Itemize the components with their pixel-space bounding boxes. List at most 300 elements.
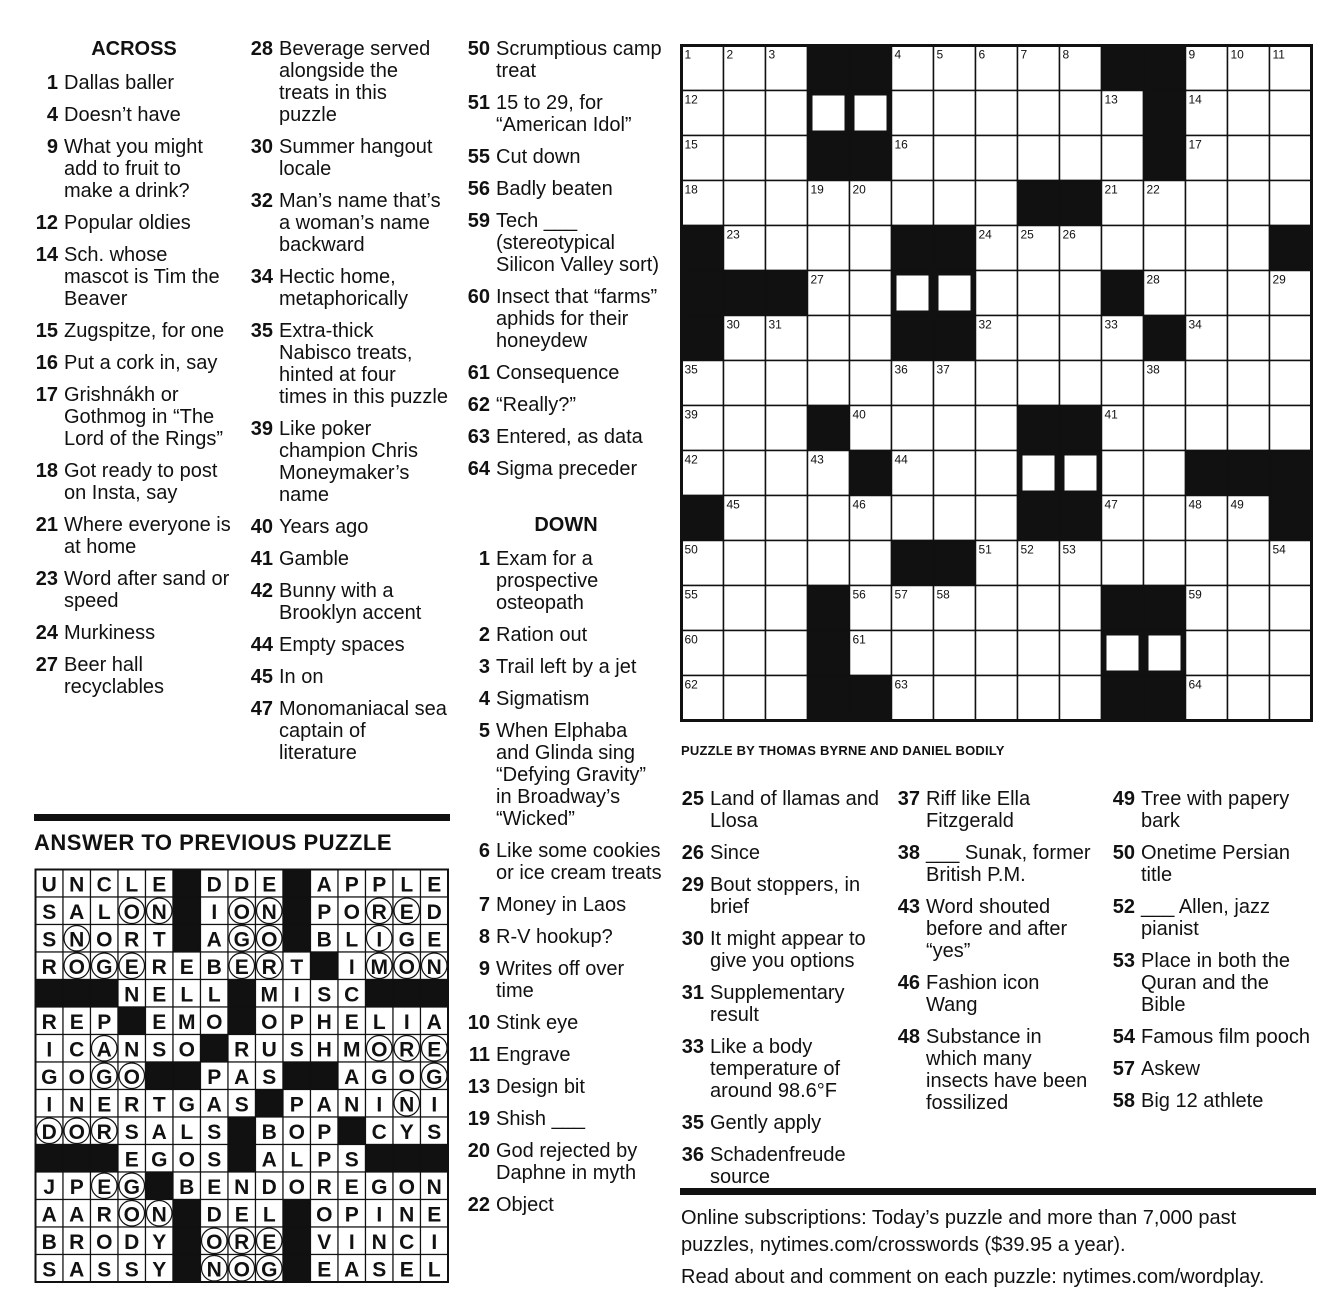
- grid-cell[interactable]: [766, 226, 808, 271]
- answer-letter: O: [178, 1148, 195, 1172]
- cell-number: 57: [894, 587, 908, 602]
- grid-cell[interactable]: [1018, 361, 1060, 406]
- answer-letter: Y: [152, 1258, 167, 1282]
- clue-number: 14: [35, 244, 58, 266]
- clue-item[interactable]: [896, 972, 1096, 1016]
- clue-number: 9: [46, 136, 58, 158]
- clue-number: 4: [478, 688, 490, 710]
- answer-letter: U: [41, 873, 57, 897]
- clue-item[interactable]: [34, 72, 234, 94]
- answer-letter: L: [207, 983, 221, 1007]
- down-header: DOWN: [534, 514, 598, 536]
- grid-cell[interactable]: [976, 271, 1018, 316]
- clue-text: Gamble: [279, 548, 350, 570]
- grid-cell[interactable]: [1228, 406, 1270, 451]
- black-square: [1018, 406, 1060, 451]
- cell-number: 23: [726, 227, 740, 242]
- clue-item[interactable]: [466, 894, 666, 916]
- clue-item[interactable]: [34, 136, 234, 202]
- answer-black-square: [256, 1090, 284, 1118]
- clue-text: Like poker champion Chris Moneymaker’s name: [279, 418, 418, 506]
- clue-item[interactable]: [466, 624, 666, 646]
- clue-item[interactable]: [249, 418, 449, 506]
- clue-item[interactable]: [466, 1194, 666, 1216]
- answer-letter: E: [234, 1203, 249, 1227]
- clue-item[interactable]: [466, 1076, 666, 1098]
- clue-item[interactable]: [466, 840, 666, 884]
- clue-item[interactable]: [34, 460, 234, 504]
- clue-item[interactable]: [466, 548, 666, 614]
- clue-number: 28: [250, 38, 273, 60]
- byline: PUZZLE BY THOMAS BYRNE AND DANIEL BODILY: [681, 743, 1005, 758]
- clue-item[interactable]: [466, 178, 666, 200]
- answer-black-square: [91, 980, 119, 1008]
- answer-letter: S: [317, 983, 332, 1007]
- cell-number: 44: [894, 452, 908, 467]
- clue-item[interactable]: [249, 266, 449, 310]
- clue-item[interactable]: [680, 842, 885, 864]
- grid-cell[interactable]: [1270, 316, 1312, 361]
- grid-cell[interactable]: [724, 361, 766, 406]
- grid-cell[interactable]: [1186, 406, 1228, 451]
- clue-number: 48: [897, 1026, 920, 1048]
- answer-letter: N: [371, 1230, 387, 1254]
- grid-cell[interactable]: [808, 361, 850, 406]
- grid-cell[interactable]: [1228, 181, 1270, 226]
- clue-item[interactable]: [680, 1144, 885, 1188]
- black-square: [808, 631, 850, 676]
- grid-cell[interactable]: [766, 361, 808, 406]
- black-square: [1228, 451, 1270, 496]
- grid-cell[interactable]: [1270, 631, 1312, 676]
- grid-cell[interactable]: [724, 451, 766, 496]
- grid-cell[interactable]: [1018, 271, 1060, 316]
- answer-letter: L: [400, 873, 414, 897]
- grid-cell[interactable]: [724, 676, 766, 721]
- answer-black-square: [173, 1062, 201, 1090]
- grid-cell[interactable]: [892, 91, 934, 136]
- grid-cell[interactable]: [850, 226, 892, 271]
- grid-cell[interactable]: [1228, 541, 1270, 586]
- answer-black-square: [118, 1007, 146, 1035]
- clue-item[interactable]: [249, 38, 449, 126]
- answer-letter: O: [398, 1175, 415, 1199]
- grid-cell[interactable]: [934, 676, 976, 721]
- grid-cell[interactable]: [892, 496, 934, 541]
- clue-item[interactable]: [249, 190, 449, 256]
- grid-cell[interactable]: [808, 541, 850, 586]
- grid-cell[interactable]: [766, 91, 808, 136]
- clue-item[interactable]: [249, 666, 449, 688]
- grid-cell[interactable]: [1186, 541, 1228, 586]
- clue-item[interactable]: [466, 1012, 666, 1034]
- clue-text: Monomaniacal sea captain of literature: [279, 698, 447, 764]
- clue-item[interactable]: [34, 352, 234, 374]
- clue-item[interactable]: [466, 688, 666, 710]
- answer-letter: I: [46, 1038, 53, 1062]
- clue-item[interactable]: [466, 362, 666, 384]
- shaded-square: [1023, 456, 1055, 491]
- clue-text: Hectic home, metaphorically: [279, 266, 408, 310]
- grid-cell[interactable]: [1270, 586, 1312, 631]
- clue-item[interactable]: [466, 210, 666, 276]
- clue-text: Popular oldies: [64, 212, 191, 234]
- grid-cell[interactable]: [850, 361, 892, 406]
- grid-cell[interactable]: [1228, 226, 1270, 271]
- grid-cell[interactable]: [766, 406, 808, 451]
- answer-letter: P: [289, 1093, 304, 1117]
- clue-number: 8: [478, 926, 490, 948]
- grid-cell[interactable]: [808, 496, 850, 541]
- answer-letter: D: [426, 900, 442, 924]
- black-square: [850, 136, 892, 181]
- grid-cell[interactable]: [1102, 451, 1144, 496]
- grid-cell[interactable]: [1228, 676, 1270, 721]
- clue-item[interactable]: [34, 654, 234, 698]
- clue-number: 19: [467, 1108, 490, 1130]
- clue-item[interactable]: [1111, 1058, 1311, 1080]
- clue-item[interactable]: [896, 842, 1096, 886]
- answer-letter: S: [372, 1258, 387, 1282]
- grid-cell[interactable]: [766, 631, 808, 676]
- grid-cell[interactable]: [808, 226, 850, 271]
- clue-item[interactable]: [466, 656, 666, 678]
- grid-cell[interactable]: [934, 631, 976, 676]
- black-square: [724, 271, 766, 316]
- clue-item[interactable]: [249, 320, 449, 408]
- grid-cell[interactable]: [1060, 136, 1102, 181]
- clue-item[interactable]: [680, 1036, 885, 1102]
- grid-cell[interactable]: [976, 406, 1018, 451]
- grid-cell[interactable]: [1060, 271, 1102, 316]
- grid-cell[interactable]: [1018, 91, 1060, 136]
- grid-cell[interactable]: [934, 181, 976, 226]
- grid-cell[interactable]: [892, 631, 934, 676]
- answer-letter: A: [234, 1065, 250, 1089]
- grid-cell[interactable]: [892, 406, 934, 451]
- grid-cell[interactable]: [934, 496, 976, 541]
- grid-cell[interactable]: [976, 181, 1018, 226]
- answer-black-square: [63, 1145, 91, 1173]
- clue-text: Entered, as data: [496, 426, 643, 448]
- clue-item[interactable]: [466, 38, 666, 82]
- grid-cell[interactable]: [850, 316, 892, 361]
- answer-black-square: [283, 925, 311, 953]
- clue-item[interactable]: [466, 1140, 666, 1184]
- down-list-4: [1111, 788, 1311, 1112]
- grid-cell[interactable]: [766, 181, 808, 226]
- clue-number: 10: [467, 1012, 490, 1034]
- clue-text: Sigmatism: [496, 688, 590, 710]
- grid-cell[interactable]: [850, 541, 892, 586]
- answer-letter: E: [427, 928, 442, 952]
- grid-cell[interactable]: [1186, 361, 1228, 406]
- clue-item[interactable]: [34, 104, 234, 126]
- answer-letter: N: [234, 1175, 250, 1199]
- grid-cell[interactable]: [1228, 316, 1270, 361]
- clue-item[interactable]: [466, 394, 666, 416]
- grid-cell[interactable]: [1018, 136, 1060, 181]
- answer-black-square: [36, 980, 64, 1008]
- grid-cell[interactable]: [1270, 406, 1312, 451]
- grid-cell[interactable]: [1186, 181, 1228, 226]
- grid-cell[interactable]: [1144, 451, 1186, 496]
- answer-grid: [34, 868, 451, 1290]
- answer-black-square: [173, 925, 201, 953]
- grid-cell[interactable]: [808, 316, 850, 361]
- crossword-grid[interactable]: [680, 44, 1313, 722]
- clue-item[interactable]: [466, 1044, 666, 1066]
- grid-cell[interactable]: [724, 406, 766, 451]
- cell-number: 12: [684, 92, 698, 107]
- clue-item[interactable]: [249, 516, 449, 538]
- answer-black-square: [173, 897, 201, 925]
- black-square: [682, 271, 724, 316]
- grid-cell[interactable]: [1228, 631, 1270, 676]
- answer-letter: O: [371, 1038, 388, 1062]
- clue-number: 33: [681, 1036, 704, 1058]
- clue-text: Bout stoppers, in brief: [710, 874, 861, 918]
- grid-cell[interactable]: [766, 136, 808, 181]
- grid-cell[interactable]: [1228, 271, 1270, 316]
- answer-letter: D: [41, 1120, 57, 1144]
- grid-cell[interactable]: [724, 631, 766, 676]
- clue-item[interactable]: [249, 580, 449, 624]
- grid-cell[interactable]: [724, 586, 766, 631]
- answer-letter: S: [344, 1148, 359, 1172]
- grid-cell[interactable]: [934, 406, 976, 451]
- clue-item[interactable]: [1111, 950, 1311, 1016]
- grid-cell[interactable]: [1144, 496, 1186, 541]
- grid-cell[interactable]: [1144, 541, 1186, 586]
- clue-item[interactable]: [680, 1112, 885, 1134]
- clue-number: 17: [35, 384, 58, 406]
- black-square: [1102, 271, 1144, 316]
- across-column-3: [466, 38, 666, 1226]
- grid-cell[interactable]: [724, 181, 766, 226]
- cell-number: 46: [852, 497, 866, 512]
- grid-cell[interactable]: [1060, 361, 1102, 406]
- answer-letter: N: [399, 1203, 415, 1227]
- answer-letter: G: [371, 1065, 388, 1089]
- answer-letter: B: [179, 1175, 195, 1199]
- grid-cell[interactable]: [1270, 361, 1312, 406]
- grid-cell[interactable]: [1018, 586, 1060, 631]
- answer-black-square: [228, 1145, 256, 1173]
- clue-item[interactable]: [466, 426, 666, 448]
- grid-cell[interactable]: [1270, 136, 1312, 181]
- black-square: [850, 676, 892, 721]
- grid-cell[interactable]: [1018, 676, 1060, 721]
- answer-letter: O: [288, 1175, 305, 1199]
- clue-item[interactable]: [466, 1108, 666, 1130]
- clue-number: 44: [250, 634, 273, 656]
- answer-black-square: [63, 980, 91, 1008]
- clue-item[interactable]: [34, 384, 234, 450]
- clue-text: Murkiness: [64, 622, 156, 644]
- grid-cell[interactable]: [1186, 271, 1228, 316]
- clue-item[interactable]: [680, 982, 885, 1026]
- grid-cell[interactable]: [1186, 226, 1228, 271]
- answer-letter: L: [427, 1258, 441, 1282]
- grid-cell[interactable]: [766, 496, 808, 541]
- grid-cell[interactable]: [1144, 406, 1186, 451]
- cell-number: 6: [978, 47, 986, 62]
- grid-cell[interactable]: [1270, 676, 1312, 721]
- clue-number: 51: [467, 92, 490, 114]
- black-square: [1144, 316, 1186, 361]
- answer-letter: B: [41, 1230, 57, 1254]
- answer-letter: I: [431, 1230, 438, 1254]
- clue-item[interactable]: [34, 244, 234, 310]
- answer-black-square: [146, 1172, 174, 1200]
- grid-cell[interactable]: [934, 451, 976, 496]
- grid-cell[interactable]: [1102, 226, 1144, 271]
- shaded-square: [1149, 636, 1181, 671]
- grid-cell[interactable]: [934, 91, 976, 136]
- grid-cell[interactable]: [850, 271, 892, 316]
- answer-letter: H: [316, 1010, 332, 1034]
- grid-cell[interactable]: [934, 136, 976, 181]
- grid-cell[interactable]: [976, 586, 1018, 631]
- clue-item[interactable]: [1111, 842, 1311, 886]
- grid-cell[interactable]: [1186, 631, 1228, 676]
- grid-cell[interactable]: [1270, 91, 1312, 136]
- answer-letter: P: [317, 900, 332, 924]
- clue-item[interactable]: [466, 92, 666, 136]
- answer-letter: O: [96, 928, 113, 952]
- clue-item[interactable]: [466, 926, 666, 948]
- clue-text: Design bit: [496, 1076, 585, 1098]
- grid-cell[interactable]: [976, 361, 1018, 406]
- cell-number: 1: [684, 47, 692, 62]
- black-square: [682, 496, 724, 541]
- answer-black-square: [173, 1200, 201, 1228]
- clue-item[interactable]: [34, 514, 234, 558]
- clue-item[interactable]: [466, 286, 666, 352]
- answer-letter: L: [125, 873, 139, 897]
- grid-cell[interactable]: [976, 496, 1018, 541]
- answer-black-square: [283, 870, 311, 898]
- grid-cell[interactable]: [1060, 586, 1102, 631]
- clue-text: Tech ___ (stereotypical Silicon Valley sort): [496, 210, 660, 276]
- grid-cell[interactable]: [1060, 676, 1102, 721]
- answer-letter: E: [97, 1175, 112, 1199]
- clue-item[interactable]: [34, 320, 234, 342]
- cell-number: 39: [684, 407, 698, 422]
- answer-letter: D: [206, 873, 222, 897]
- clue-number: 25: [681, 788, 704, 810]
- clue-item[interactable]: [34, 212, 234, 234]
- clue-item[interactable]: [1111, 1026, 1311, 1048]
- answer-letter: I: [376, 928, 383, 952]
- grid-cell[interactable]: [1060, 316, 1102, 361]
- grid-cell[interactable]: [976, 136, 1018, 181]
- answer-letter: O: [206, 1010, 223, 1034]
- grid-cell[interactable]: [766, 586, 808, 631]
- black-square: [682, 226, 724, 271]
- clue-item[interactable]: [680, 928, 885, 972]
- answer-letter: R: [96, 1120, 112, 1144]
- grid-cell[interactable]: [1270, 181, 1312, 226]
- clue-item[interactable]: [1111, 1090, 1311, 1112]
- clue-item[interactable]: [249, 136, 449, 180]
- grid-cell[interactable]: [892, 181, 934, 226]
- clue-item[interactable]: [34, 622, 234, 644]
- grid-cell[interactable]: [976, 631, 1018, 676]
- grid-cell[interactable]: [1228, 91, 1270, 136]
- clue-item[interactable]: [466, 720, 666, 830]
- grid-cell[interactable]: [976, 451, 1018, 496]
- grid-cell[interactable]: [1018, 316, 1060, 361]
- grid-cell[interactable]: [1102, 541, 1144, 586]
- clue-text: Man’s name that’s a woman’s name backward: [279, 190, 441, 256]
- clue-item[interactable]: [1111, 788, 1311, 832]
- clue-item[interactable]: [466, 458, 666, 480]
- answer-letter: P: [317, 1120, 332, 1144]
- grid-cell[interactable]: [1102, 361, 1144, 406]
- grid-cell[interactable]: [724, 91, 766, 136]
- grid-cell[interactable]: [976, 676, 1018, 721]
- grid-cell[interactable]: [1060, 91, 1102, 136]
- clue-item[interactable]: [34, 568, 234, 612]
- clue-item[interactable]: [896, 1026, 1096, 1114]
- answer-black-square: [146, 1062, 174, 1090]
- cell-number: 5: [936, 47, 944, 62]
- grid-cell[interactable]: [1228, 136, 1270, 181]
- answer-letter: C: [96, 873, 112, 897]
- clue-number: 4: [46, 104, 58, 126]
- grid-cell[interactable]: [1144, 226, 1186, 271]
- grid-cell[interactable]: [1102, 136, 1144, 181]
- clue-item[interactable]: [466, 146, 666, 168]
- answer-letter: I: [376, 1203, 383, 1227]
- answer-black-square: [283, 1255, 311, 1283]
- answer-letter: S: [152, 1038, 167, 1062]
- cell-number: 13: [1104, 92, 1118, 107]
- clue-item[interactable]: [1111, 896, 1311, 940]
- answer-letter: M: [343, 1038, 361, 1062]
- grid-cell[interactable]: [1018, 631, 1060, 676]
- grid-cell[interactable]: [976, 91, 1018, 136]
- clue-number: 60: [467, 286, 490, 308]
- grid-cell[interactable]: [724, 136, 766, 181]
- clue-item[interactable]: [249, 548, 449, 570]
- grid-cell[interactable]: [1060, 631, 1102, 676]
- clue-item[interactable]: [249, 698, 449, 764]
- answer-letter: U: [261, 1038, 277, 1062]
- clue-item[interactable]: [896, 788, 1096, 832]
- clue-item[interactable]: [249, 634, 449, 656]
- grid-cell[interactable]: [766, 541, 808, 586]
- clue-item[interactable]: [680, 874, 885, 918]
- clue-item[interactable]: [466, 958, 666, 1002]
- grid-cell[interactable]: [766, 676, 808, 721]
- clue-number: 54: [1112, 1026, 1135, 1048]
- grid-cell[interactable]: [1228, 586, 1270, 631]
- grid-cell[interactable]: [1228, 361, 1270, 406]
- answer-black-square: [173, 1227, 201, 1255]
- black-square: [1060, 496, 1102, 541]
- clue-item[interactable]: [680, 788, 885, 832]
- answer-letter: S: [234, 1093, 249, 1117]
- answer-letter: D: [234, 873, 250, 897]
- grid-cell[interactable]: [766, 451, 808, 496]
- answer-letter: A: [316, 1093, 332, 1117]
- grid-cell[interactable]: [724, 541, 766, 586]
- cell-number: 4: [894, 47, 902, 62]
- clue-item[interactable]: [896, 896, 1096, 962]
